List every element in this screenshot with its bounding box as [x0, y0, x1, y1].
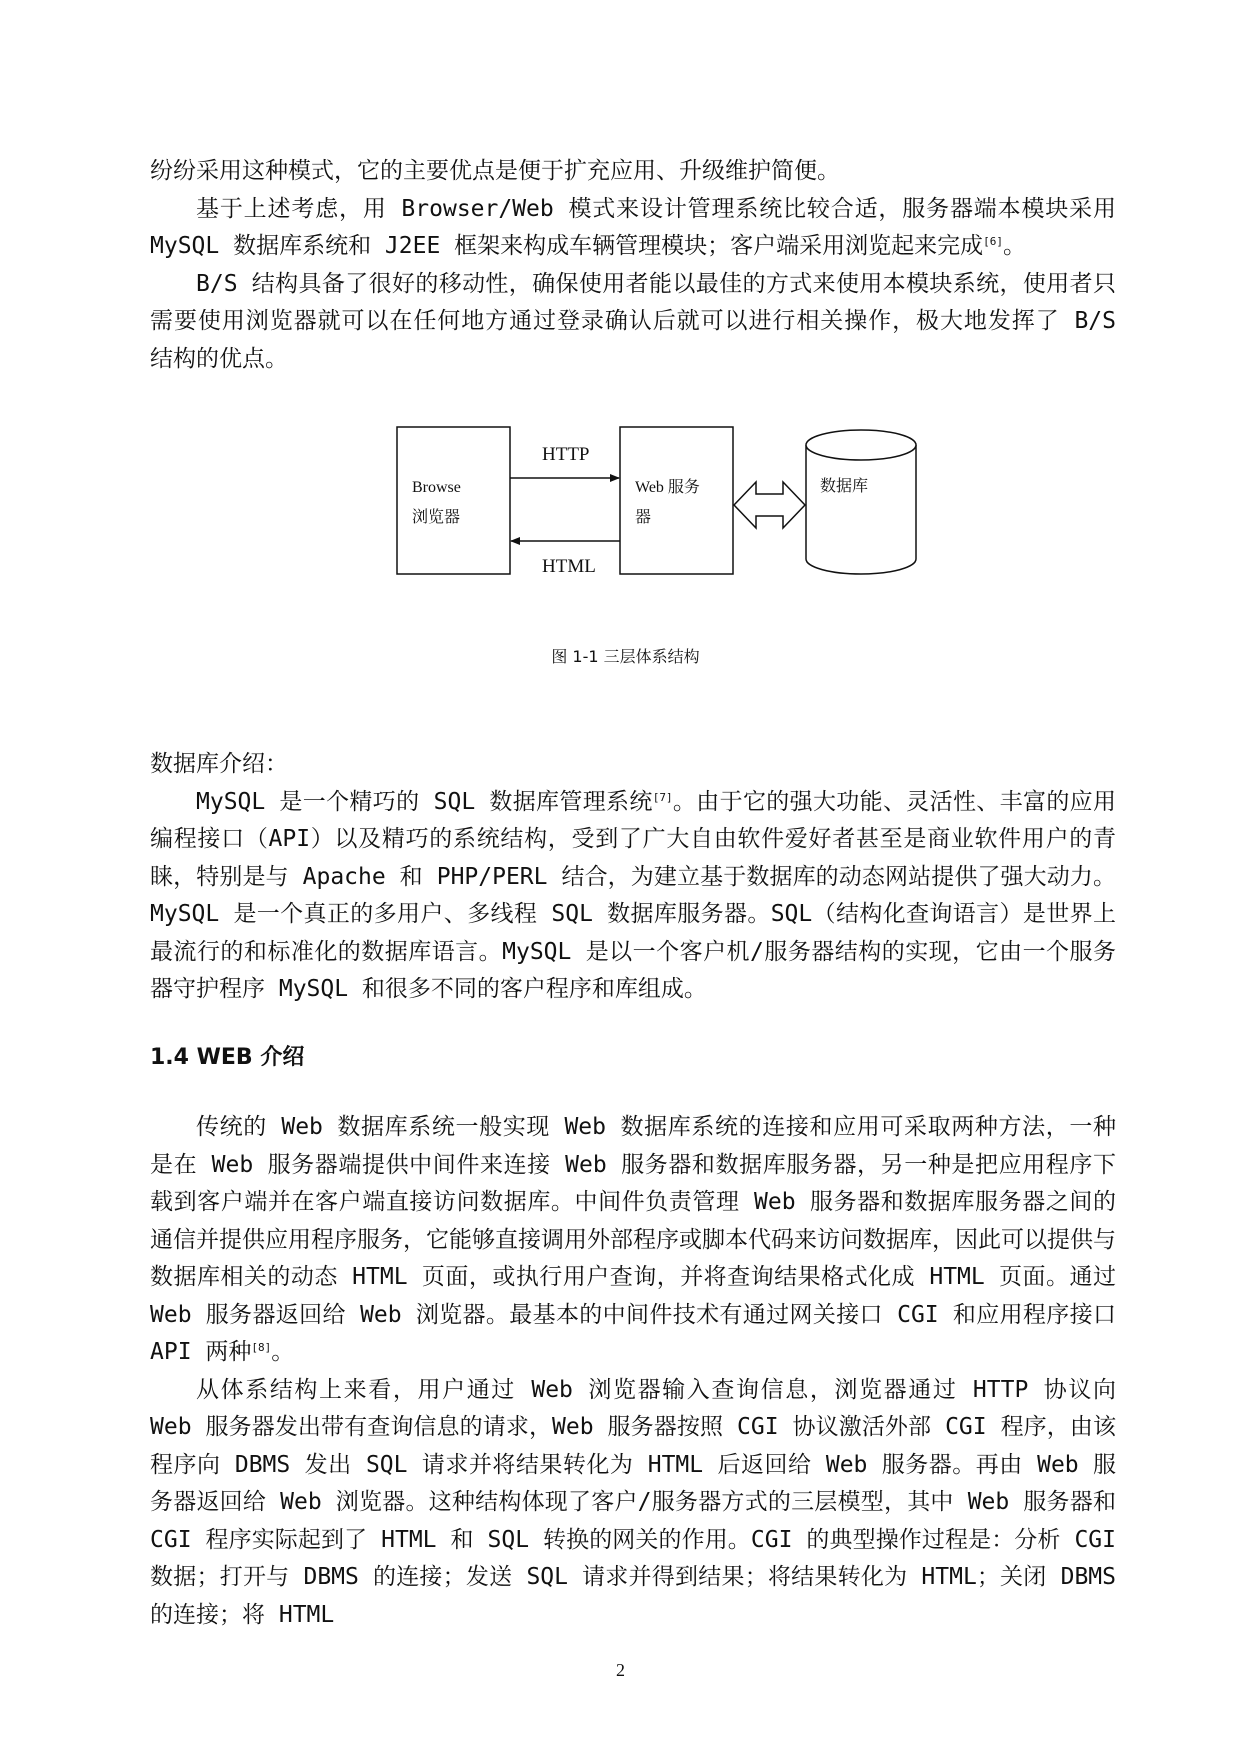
- citation-7: [7]: [652, 790, 673, 804]
- section-heading-web: 1.4 WEB 介绍: [150, 1045, 305, 1070]
- browser-label-line1: Browse: [412, 479, 461, 496]
- intro-paragraph-3: B/S 结构具备了很好的移动性，确保使用者能以最佳的方式来使用本模块系统，使用者只需要使用浏览器就可以在任何地方通过登录确认后就可以进行相关操作，极大地发挥了 B/S 结构的优点。: [150, 270, 1116, 372]
- html-label: HTML: [542, 556, 596, 577]
- bidirectional-arrow: [734, 482, 805, 528]
- http-label: HTTP: [542, 444, 590, 465]
- architecture-diagram: [0, 0, 1241, 700]
- figure-caption: 图 1-1 三层体系结构: [551, 647, 700, 666]
- database-intro-text: [150, 746, 1116, 1009]
- database-cylinder: [806, 430, 916, 574]
- web-section-text: [150, 1109, 1116, 1634]
- server-label-line2: 器: [635, 509, 652, 526]
- browser-box: [397, 427, 510, 574]
- web-paragraph-2: 从体系结构上来看，用户通过 Web 浏览器输入查询信息，浏览器通过 HTTP 协议向 Web 服务器发出带有查询信息的请求，Web 服务器按照 CGI 协议激活外部 CGI 程序，由该程序向 DBMS 发出 SQL 请求并将结果转化为 HTML 后返回给 Web 服务器。再由 Web 服务器返回给 Web 浏览器。这种结构体现了客户/服务器方式的三层模型，其中 Web 服务器和 CGI 程序实际起到了 HTML 和 SQL 转换的网关的作用。CGI 的典型操作过程是：分析 CGI 数据；打开与 DBMS 的连接；发送 SQL 请求并得到结果；将结果转化为 HTML；关闭 DBMS 的连接；将 HTML: [150, 1376, 1116, 1628]
- three-tier-figure: [0, 0, 1241, 700]
- database-section-label: 数据库介绍：: [150, 751, 288, 777]
- browser-label-line2: 浏览器: [412, 509, 461, 526]
- citation-6: [6]: [983, 235, 1004, 248]
- web-server-box: [620, 427, 733, 574]
- page-number: 2: [616, 1660, 625, 1680]
- database-label: 数据库: [820, 478, 869, 495]
- database-paragraph: MySQL 是一个精巧的 SQL 数据库管理系统[7]。由于它的强大功能、灵活性、丰富的应用编程接口（API）以及精巧的系统结构，受到了广大自由软件爱好者甚至是商业软件用户的青睐，特别是与 Apache 和 PHP/PERL 结合，为建立基于数据库的动态网站提供了强大动力。MySQL 是一个真正的多用户、多线程 SQL 数据库服务器。SQL（结构化查询语言）是世界上最流行的和标准化的数据库语言。MySQL 是以一个客户机/服务器结构的实现，它由一个服务器守护程序 MySQL 和很多不同的客户程序和库组成。: [150, 788, 1116, 1002]
- citation-8: [8]: [251, 1341, 272, 1354]
- intro-paragraph-1: 纷纷采用这种模式，它的主要优点是便于扩充应用、升级维护简便。: [150, 158, 840, 184]
- intro-paragraph-2: 基于上述考虑，用 Browser/Web 模式来设计管理系统比较合适，服务器端本模块采用 MySQL 数据库系统和 J2EE 框架来构成车辆管理模块；客户端采用浏览起来完成[6]。: [150, 195, 1116, 259]
- web-paragraph-1: 传统的 Web 数据库系统一般实现 Web 数据库系统的连接和应用可采取两种方法，一种是在 Web 服务器端提供中间件来连接 Web 服务器和数据库服务器，另一种是把应用程序下载到客户端并在客户端直接访问数据库。中间件负责管理 Web 服务器和数据库服务器之间的通信并提供应用程序服务，它能够直接调用外部程序或脚本代码来访问数据库，因此可以提供与数据库相关的动态 HTML 页面，或执行用户查询，并将查询结果格式化成 HTML 页面。通过 Web 服务器返回给 Web 浏览器。最基本的中间件技术有通过网关接口 CGI 和应用程序接口 API 两种[8]。: [150, 1114, 1116, 1365]
- server-label-line1: Web 服务: [635, 479, 700, 496]
